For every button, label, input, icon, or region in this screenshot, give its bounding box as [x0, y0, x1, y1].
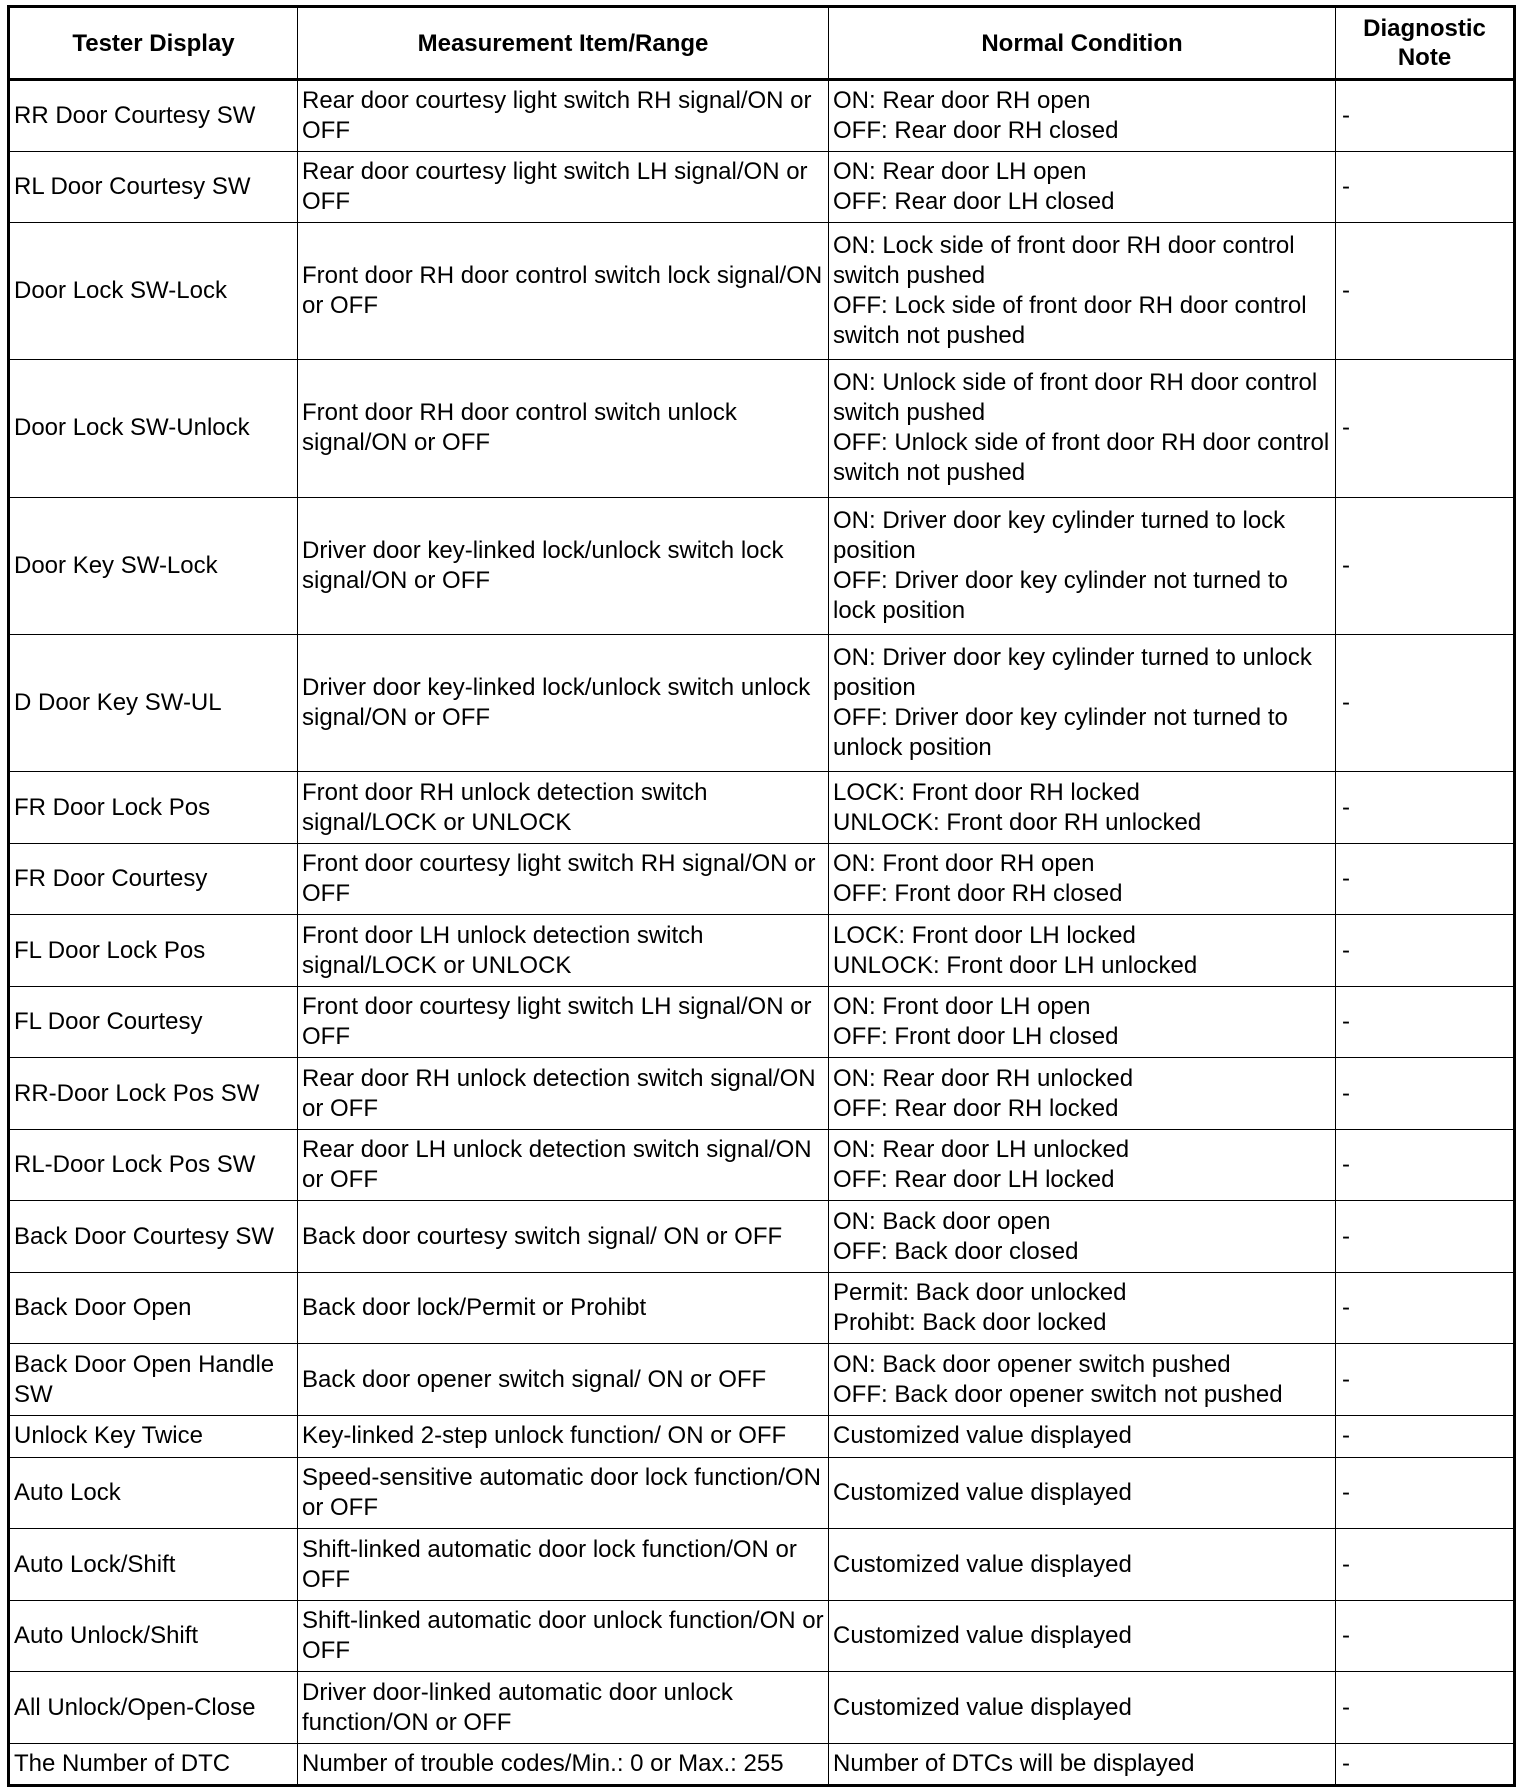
diagnostic-note-cell: -: [1336, 1129, 1515, 1201]
table-row: [9, 1600, 1515, 1672]
measurement-item-cell: Back door lock/Permit or Prohibt: [298, 1272, 829, 1344]
normal-condition-line: ON: Rear door RH open: [833, 86, 1091, 114]
diagnostic-note-cell: -: [1336, 843, 1515, 915]
measurement-item-cell: Driver door-linked automatic door unlock function/ON or OFF: [298, 1672, 829, 1744]
header-row: [9, 7, 1515, 80]
diagnostic-note-cell: -: [1336, 634, 1515, 771]
normal-condition-line: ON: Front door LH open: [833, 993, 1091, 1021]
measurement-item-cell: Front door courtesy light switch LH signal/ON or OFF: [298, 986, 829, 1058]
normal-condition-line: UNLOCK: Front door LH unlocked: [833, 951, 1198, 979]
normal-condition-cell: [829, 634, 1336, 771]
measurement-item-cell: Shift-linked automatic door lock function/ON or OFF: [298, 1529, 829, 1601]
tester-display-cell: Back Door Open: [9, 1272, 298, 1344]
normal-condition-line: OFF: Front door RH closed: [833, 880, 1123, 908]
normal-condition-cell: [829, 1415, 1336, 1457]
normal-condition-line: ON: Rear door RH unlocked: [833, 1064, 1134, 1092]
normal-condition-cell: [829, 1272, 1336, 1344]
normal-condition-cell: [829, 843, 1336, 915]
measurement-item-cell: Front door RH door control switch lock signal/ON or OFF: [298, 223, 829, 360]
tester-display-cell: FR Door Lock Pos: [9, 772, 298, 844]
diagnostic-note-cell: -: [1336, 360, 1515, 497]
diagnostic-note-cell: -: [1336, 1058, 1515, 1130]
tester-display-cell: RL-Door Lock Pos SW: [9, 1129, 298, 1201]
normal-condition-cell: [829, 1600, 1336, 1672]
table-row: [9, 360, 1515, 497]
table-row: [9, 915, 1515, 987]
table-header: [9, 7, 1515, 80]
normal-condition-cell: [829, 223, 1336, 360]
diagnostic-note-cell: -: [1336, 1600, 1515, 1672]
diagnostic-note-cell: -: [1336, 1457, 1515, 1529]
tester-display-cell: RR Door Courtesy SW: [9, 80, 298, 152]
normal-condition-line: OFF: Rear door RH locked: [833, 1094, 1119, 1122]
normal-condition-line: Customized value displayed: [833, 1550, 1132, 1578]
normal-condition-line: Number of DTCs will be displayed: [833, 1749, 1195, 1777]
measurement-item-cell: Front door RH door control switch unlock signal/ON or OFF: [298, 360, 829, 497]
table-row: [9, 843, 1515, 915]
table-row: [9, 1457, 1515, 1529]
table-body: [9, 80, 1515, 1786]
normal-condition-cell: [829, 80, 1336, 152]
table-row: [9, 1201, 1515, 1273]
measurement-item-cell: Driver door key-linked lock/unlock switch lock signal/ON or OFF: [298, 497, 829, 634]
normal-condition-line: Customized value displayed: [833, 1479, 1132, 1507]
measurement-item-cell: Speed-sensitive automatic door lock function/ON or OFF: [298, 1457, 829, 1529]
normal-condition-cell: [829, 1058, 1336, 1130]
tester-display-cell: The Number of DTC: [9, 1743, 298, 1785]
table-row: [9, 1344, 1515, 1416]
normal-condition-line: Permit: Back door unlocked: [833, 1279, 1127, 1307]
normal-condition-cell: [829, 1672, 1336, 1744]
measurement-item-cell: Rear door LH unlock detection switch signal/ON or OFF: [298, 1129, 829, 1201]
measurement-item-cell: Rear door RH unlock detection switch signal/ON or OFF: [298, 1058, 829, 1130]
tester-display-cell: Auto Unlock/Shift: [9, 1600, 298, 1672]
header-tester-display: Tester Display: [9, 7, 298, 80]
normal-condition-line: ON: Driver door key cylinder turned to lock position: [833, 506, 1286, 564]
tester-display-cell: Back Door Courtesy SW: [9, 1201, 298, 1273]
table-row: [9, 1529, 1515, 1601]
normal-condition-line: ON: Back door opener switch pushed: [833, 1350, 1231, 1378]
normal-condition-line: ON: Unlock side of front door RH door control switch pushed: [833, 369, 1318, 427]
header-diagnostic-note: Diagnostic Note: [1336, 7, 1515, 80]
header-normal-condition: Normal Condition: [829, 7, 1336, 80]
normal-condition-cell: [829, 360, 1336, 497]
tester-display-cell: Back Door Open Handle SW: [9, 1344, 298, 1416]
normal-condition-line: Customized value displayed: [833, 1622, 1132, 1650]
measurement-item-cell: Driver door key-linked lock/unlock switch unlock signal/ON or OFF: [298, 634, 829, 771]
normal-condition-cell: [829, 986, 1336, 1058]
measurement-item-cell: Key-linked 2-step unlock function/ ON or OFF: [298, 1415, 829, 1457]
table-row: [9, 772, 1515, 844]
header-measurement-item: Measurement Item/Range: [298, 7, 829, 80]
normal-condition-cell: [829, 151, 1336, 223]
measurement-item-cell: Back door courtesy switch signal/ ON or OFF: [298, 1201, 829, 1273]
normal-condition-line: ON: Rear door LH open: [833, 157, 1087, 185]
normal-condition-line: LOCK: Front door LH locked: [833, 921, 1136, 949]
normal-condition-line: OFF: Rear door RH closed: [833, 116, 1119, 144]
tester-display-cell: Auto Lock: [9, 1457, 298, 1529]
normal-condition-line: Customized value displayed: [833, 1693, 1132, 1721]
normal-condition-line: ON: Lock side of front door RH door control switch pushed: [833, 232, 1295, 290]
table-row: [9, 1058, 1515, 1130]
normal-condition-cell: [829, 1743, 1336, 1785]
table-row: [9, 1743, 1515, 1785]
measurement-item-cell: Front door courtesy light switch RH signal/ON or OFF: [298, 843, 829, 915]
normal-condition-cell: [829, 915, 1336, 987]
normal-condition-cell: [829, 1129, 1336, 1201]
table-row: [9, 497, 1515, 634]
tester-display-cell: Door Lock SW-Unlock: [9, 360, 298, 497]
diagnostic-note-cell: -: [1336, 1344, 1515, 1416]
measurement-item-cell: Back door opener switch signal/ ON or OFF: [298, 1344, 829, 1416]
normal-condition-line: OFF: Driver door key cylinder not turned to unlock position: [833, 704, 1288, 762]
measurement-item-cell: Number of trouble codes/Min.: 0 or Max.: 255: [298, 1743, 829, 1785]
table-row: [9, 151, 1515, 223]
normal-condition-cell: [829, 1529, 1336, 1601]
diagnostic-note-cell: -: [1336, 1201, 1515, 1273]
diagnostic-note-cell: -: [1336, 1415, 1515, 1457]
normal-condition-line: UNLOCK: Front door RH unlocked: [833, 808, 1202, 836]
tester-display-cell: Auto Lock/Shift: [9, 1529, 298, 1601]
measurement-item-cell: Front door RH unlock detection switch signal/LOCK or UNLOCK: [298, 772, 829, 844]
tester-display-cell: D Door Key SW-UL: [9, 634, 298, 771]
table-row: [9, 223, 1515, 360]
diagnostic-note-cell: -: [1336, 497, 1515, 634]
data-list-table: [7, 5, 1516, 1787]
normal-condition-cell: [829, 1201, 1336, 1273]
diagnostic-note-cell: -: [1336, 80, 1515, 152]
normal-condition-line: OFF: Driver door key cylinder not turned to lock position: [833, 566, 1288, 624]
normal-condition-line: OFF: Rear door LH locked: [833, 1166, 1115, 1194]
tester-display-cell: FR Door Courtesy: [9, 843, 298, 915]
table-row: [9, 634, 1515, 771]
normal-condition-line: LOCK: Front door RH locked: [833, 778, 1140, 806]
normal-condition-line: OFF: Front door LH closed: [833, 1023, 1119, 1051]
diagnostic-note-cell: -: [1336, 1529, 1515, 1601]
tester-display-cell: Door Lock SW-Lock: [9, 223, 298, 360]
diagnostic-note-cell: -: [1336, 986, 1515, 1058]
tester-display-cell: RL Door Courtesy SW: [9, 151, 298, 223]
normal-condition-line: Customized value displayed: [833, 1422, 1132, 1450]
table-row: [9, 1672, 1515, 1744]
normal-condition-line: OFF: Back door opener switch not pushed: [833, 1380, 1283, 1408]
measurement-item-cell: Shift-linked automatic door unlock function/ON or OFF: [298, 1600, 829, 1672]
normal-condition-line: OFF: Lock side of front door RH door control switch not pushed: [833, 292, 1307, 350]
normal-condition-line: OFF: Back door closed: [833, 1237, 1079, 1265]
normal-condition-line: ON: Front door RH open: [833, 850, 1095, 878]
tester-display-cell: RR-Door Lock Pos SW: [9, 1058, 298, 1130]
normal-condition-line: ON: Driver door key cylinder turned to unlock position: [833, 644, 1312, 702]
normal-condition-cell: [829, 1344, 1336, 1416]
tester-display-cell: FL Door Courtesy: [9, 986, 298, 1058]
normal-condition-line: ON: Rear door LH unlocked: [833, 1136, 1130, 1164]
diagnostic-note-cell: -: [1336, 1272, 1515, 1344]
normal-condition-line: OFF: Unlock side of front door RH door control switch not pushed: [833, 429, 1330, 487]
diagnostic-note-cell: -: [1336, 151, 1515, 223]
measurement-item-cell: Front door LH unlock detection switch signal/LOCK or UNLOCK: [298, 915, 829, 987]
table-row: [9, 1129, 1515, 1201]
diagnostic-note-cell: -: [1336, 223, 1515, 360]
table-row: [9, 986, 1515, 1058]
normal-condition-cell: [829, 497, 1336, 634]
diagnostic-note-cell: -: [1336, 915, 1515, 987]
table-row: [9, 80, 1515, 152]
normal-condition-line: Prohibt: Back door locked: [833, 1309, 1107, 1337]
tester-display-cell: FL Door Lock Pos: [9, 915, 298, 987]
diagnostic-note-cell: -: [1336, 772, 1515, 844]
measurement-item-cell: Rear door courtesy light switch RH signal/ON or OFF: [298, 80, 829, 152]
tester-display-cell: Unlock Key Twice: [9, 1415, 298, 1457]
normal-condition-cell: [829, 1457, 1336, 1529]
tester-display-cell: Door Key SW-Lock: [9, 497, 298, 634]
table-row: [9, 1272, 1515, 1344]
normal-condition-line: ON: Back door open: [833, 1207, 1051, 1235]
diagnostic-note-cell: -: [1336, 1743, 1515, 1785]
tester-display-cell: All Unlock/Open-Close: [9, 1672, 298, 1744]
table-row: [9, 1415, 1515, 1457]
measurement-item-cell: Rear door courtesy light switch LH signal/ON or OFF: [298, 151, 829, 223]
normal-condition-line: OFF: Rear door LH closed: [833, 187, 1115, 215]
diagnostic-note-cell: -: [1336, 1672, 1515, 1744]
normal-condition-cell: [829, 772, 1336, 844]
